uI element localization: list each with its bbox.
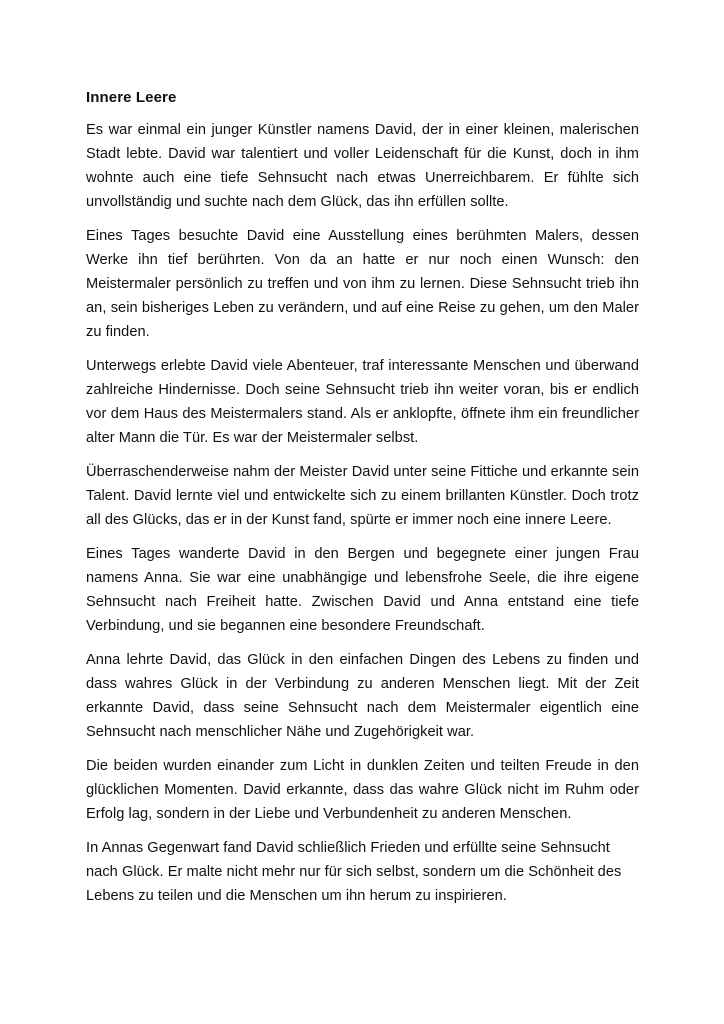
paragraph-8: In Annas Gegenwart fand David schließlich Frieden und erfüllte seine Sehnsucht nach Glück. Er malte nicht mehr nur für sich selbst, sondern um die Schönheit des Lebens zu teilen und die Menschen um ihn herum zu inspirieren.	[86, 840, 622, 904]
document-title: Innere Leere	[86, 89, 177, 106]
paragraph-3: Unterwegs erlebte David viele Abenteuer, traf interessante Menschen und überwand zahlreiche Hindernisse. Doch seine Sehnsucht trieb ihn weiter voran, bis er endlich vor dem Haus des Meistermalers stand. Als er anklopfte, öffnete ihm ein freundlicher alter Mann die Tür. Es war der Meistermaler selbst.	[86, 358, 639, 446]
paragraph-5: Eines Tages wanderte David in den Bergen und begegnete einer jungen Frau namens Anna. Sie war eine unabhängige und lebensfrohe Seele, die ihre eigene Sehnsucht nach Freiheit hatte. Zwischen David und Anna entstand eine tiefe Verbindung, und sie begannen eine besondere Freundschaft.	[86, 546, 639, 634]
paragraph-2: Eines Tages besuchte David eine Ausstellung eines berühmten Malers, dessen Werke ihn tief berührten. Von da an hatte er nur noch einen Wunsch: den Meistermaler persönlich zu treffen und von ihm zu lernen. Diese Sehnsucht trieb ihn an, sein bisheriges Leben zu verändern, und auf eine Reise zu gehen, um den Maler zu finden.	[86, 228, 639, 340]
paragraph-4: Überraschenderweise nahm der Meister David unter seine Fittiche und erkannte sein Talent. David lernte viel und entwickelte sich zu einem brillanten Künstler. Doch trotz all des Glücks, das er in der Kunst fand, spürte er immer noch eine innere Leere.	[86, 464, 639, 528]
document-page	[86, 86, 639, 918]
paragraph-1: Es war einmal ein junger Künstler namens David, der in einer kleinen, malerischen Stadt lebte. David war talentiert und voller Leidenschaft für die Kunst, doch in ihm wohnte auch eine tiefe Sehnsucht nach etwas Unerreichbarem. Er fühlte sich unvollständig und suchte nach dem Glück, das ihn erfüllen sollte.	[86, 122, 639, 210]
paragraph-6: Anna lehrte David, das Glück in den einfachen Dingen des Lebens zu finden und dass wahres Glück in der Verbindung zu anderen Menschen liegt. Mit der Zeit erkannte David, dass seine Sehnsucht nach dem Meistermaler eigentlich eine Sehnsucht nach menschlicher Nähe und Zugehörigkeit war.	[86, 652, 639, 740]
paragraph-7: Die beiden wurden einander zum Licht in dunklen Zeiten und teilten Freude in den glücklichen Momenten. David erkannte, dass das wahre Glück nicht im Ruhm oder Erfolg lag, sondern in der Liebe und Verbundenheit zu anderen Menschen.	[86, 758, 639, 822]
